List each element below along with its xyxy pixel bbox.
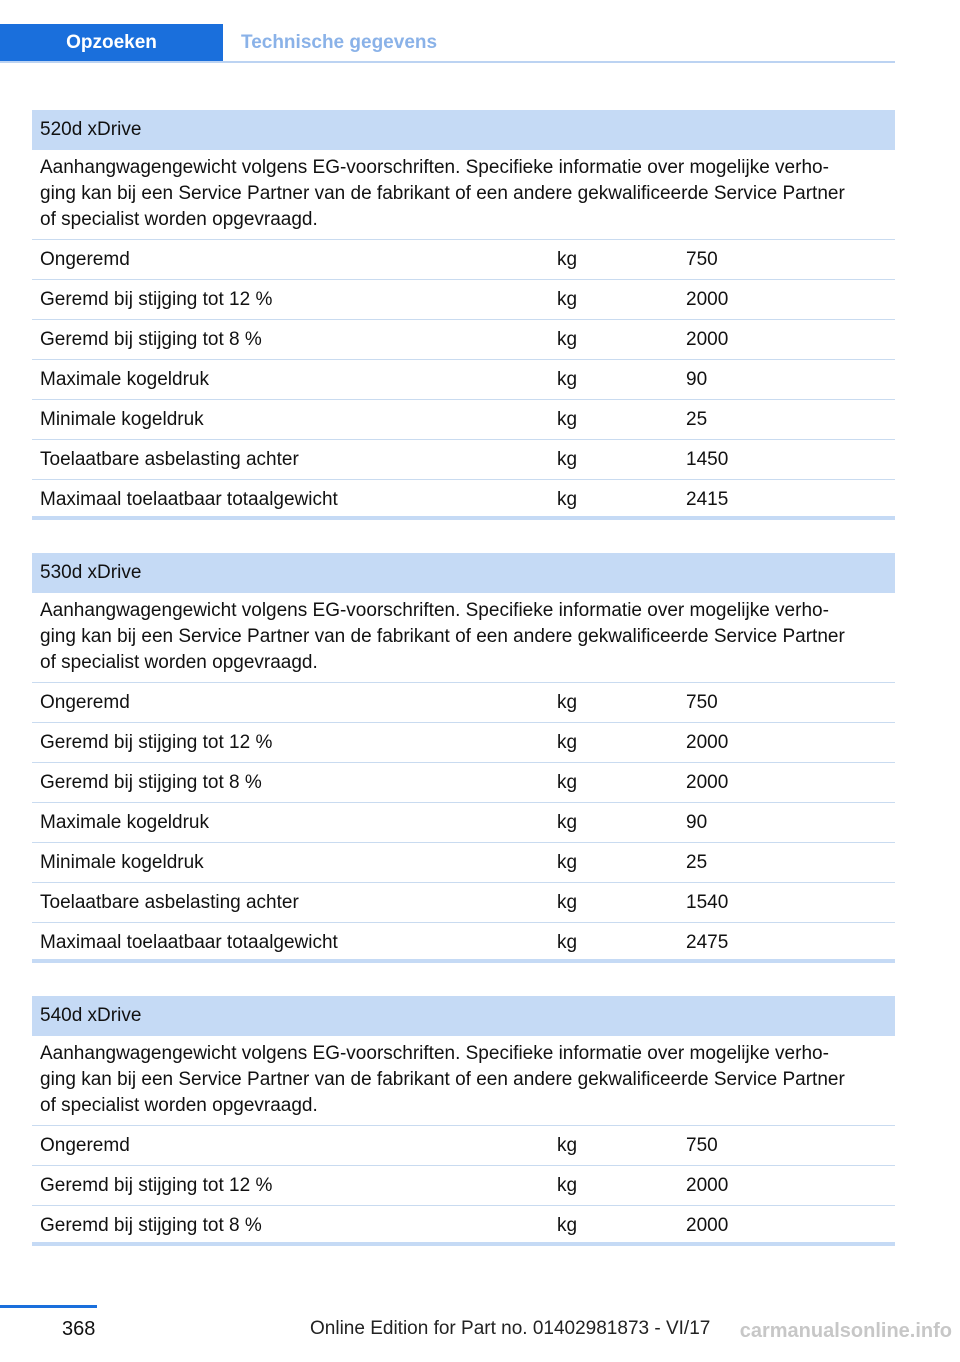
row-value: 2000	[686, 772, 729, 793]
section-520d	[32, 110, 895, 520]
table-row	[32, 240, 895, 280]
section-description	[32, 150, 895, 240]
row-unit: kg	[557, 449, 578, 470]
row-value: 2000	[686, 329, 729, 350]
tab-technische-gegevens[interactable]: Technische gegevens	[241, 31, 438, 53]
row-unit: kg	[557, 772, 578, 793]
row-value: 1540	[686, 892, 729, 913]
description-line: of specialist worden opgevraagd.	[40, 209, 318, 230]
row-label: Geremd bij stijging tot 8 %	[40, 329, 262, 350]
row-value: 1450	[686, 449, 729, 470]
row-unit: kg	[557, 892, 578, 913]
table-row	[32, 923, 895, 963]
table-row	[32, 883, 895, 923]
row-unit: kg	[557, 249, 578, 270]
row-value: 90	[686, 812, 708, 833]
description-line: ging kan bij een Service Partner van de fabrikant of een andere gekwalificeerde Service Partner	[40, 183, 845, 204]
row-label: Maximale kogeldruk	[40, 812, 209, 833]
section-540d	[32, 996, 895, 1246]
row-label: Maximale kogeldruk	[40, 369, 209, 390]
row-label: Minimale kogeldruk	[40, 852, 204, 873]
row-unit: kg	[557, 812, 578, 833]
table-row	[32, 1166, 895, 1206]
row-label: Toelaatbare asbelasting achter	[40, 449, 299, 470]
description-line: Aanhangwagengewicht volgens EG-voorschriften. Specifieke informatie over mogelijke verho-	[40, 1043, 829, 1064]
row-unit: kg	[557, 732, 578, 753]
row-label: Maximaal toelaatbaar totaalgewicht	[40, 489, 338, 510]
row-label: Geremd bij stijging tot 12 %	[40, 1175, 273, 1196]
row-unit: kg	[557, 489, 578, 510]
row-unit: kg	[557, 1175, 578, 1196]
description-line: Aanhangwagengewicht volgens EG-voorschriften. Specifieke informatie over mogelijke verho-	[40, 157, 829, 178]
tab-opzoeken[interactable]: Opzoeken	[0, 24, 223, 61]
table-row	[32, 480, 895, 520]
row-unit: kg	[557, 1215, 578, 1236]
table-row	[32, 360, 895, 400]
table-row	[32, 1206, 895, 1246]
row-value: 2000	[686, 732, 729, 753]
row-label: Ongeremd	[40, 249, 130, 270]
table-row	[32, 320, 895, 360]
row-value: 750	[686, 249, 718, 270]
description-line: of specialist worden opgevraagd.	[40, 1095, 318, 1116]
description-line: ging kan bij een Service Partner van de fabrikant of een andere gekwalificeerde Service Partner	[40, 626, 845, 647]
row-unit: kg	[557, 329, 578, 350]
row-unit: kg	[557, 369, 578, 390]
table-row	[32, 400, 895, 440]
row-value: 25	[686, 409, 708, 430]
row-unit: kg	[557, 692, 578, 713]
row-unit: kg	[557, 852, 578, 873]
row-value: 2000	[686, 289, 729, 310]
row-value: 25	[686, 852, 708, 873]
row-unit: kg	[557, 932, 578, 953]
section-530d	[32, 553, 895, 963]
row-unit: kg	[557, 409, 578, 430]
row-value: 2415	[686, 489, 729, 510]
row-label: Geremd bij stijging tot 8 %	[40, 772, 262, 793]
description-line: of specialist worden opgevraagd.	[40, 652, 318, 673]
table-row	[32, 683, 895, 723]
table-row	[32, 1126, 895, 1166]
section-description	[32, 1036, 895, 1126]
description-line: Aanhangwagengewicht volgens EG-voorschriften. Specifieke informatie over mogelijke verho-	[40, 600, 829, 621]
row-label: Ongeremd	[40, 692, 130, 713]
row-value: 750	[686, 692, 718, 713]
row-label: Geremd bij stijging tot 12 %	[40, 289, 273, 310]
header-divider	[0, 61, 895, 63]
row-unit: kg	[557, 289, 578, 310]
page-number: 368	[62, 1318, 96, 1340]
row-value: 90	[686, 369, 708, 390]
row-label: Geremd bij stijging tot 8 %	[40, 1215, 262, 1236]
table-row	[32, 280, 895, 320]
row-label: Toelaatbare asbelasting achter	[40, 892, 299, 913]
row-value: 2000	[686, 1215, 729, 1236]
section-title: 520d xDrive	[32, 110, 895, 150]
header-bar	[0, 24, 895, 62]
section-description	[32, 593, 895, 683]
section-title: 540d xDrive	[32, 996, 895, 1036]
row-value: 2000	[686, 1175, 729, 1196]
section-title: 530d xDrive	[32, 553, 895, 593]
row-label: Maximaal toelaatbaar totaalgewicht	[40, 932, 338, 953]
row-label: Geremd bij stijging tot 12 %	[40, 732, 273, 753]
footer-divider	[0, 1305, 97, 1308]
row-value: 2475	[686, 932, 729, 953]
table-row	[32, 763, 895, 803]
table-row	[32, 843, 895, 883]
edition-info: Online Edition for Part no. 01402981873 - VI/17	[310, 1318, 711, 1339]
row-label: Ongeremd	[40, 1135, 130, 1156]
row-unit: kg	[557, 1135, 578, 1156]
watermark: carmanualsonline.info	[739, 1320, 952, 1342]
row-label: Minimale kogeldruk	[40, 409, 204, 430]
table-row	[32, 440, 895, 480]
description-line: ging kan bij een Service Partner van de fabrikant of een andere gekwalificeerde Service Partner	[40, 1069, 845, 1090]
table-row	[32, 803, 895, 843]
table-row	[32, 723, 895, 763]
row-value: 750	[686, 1135, 718, 1156]
